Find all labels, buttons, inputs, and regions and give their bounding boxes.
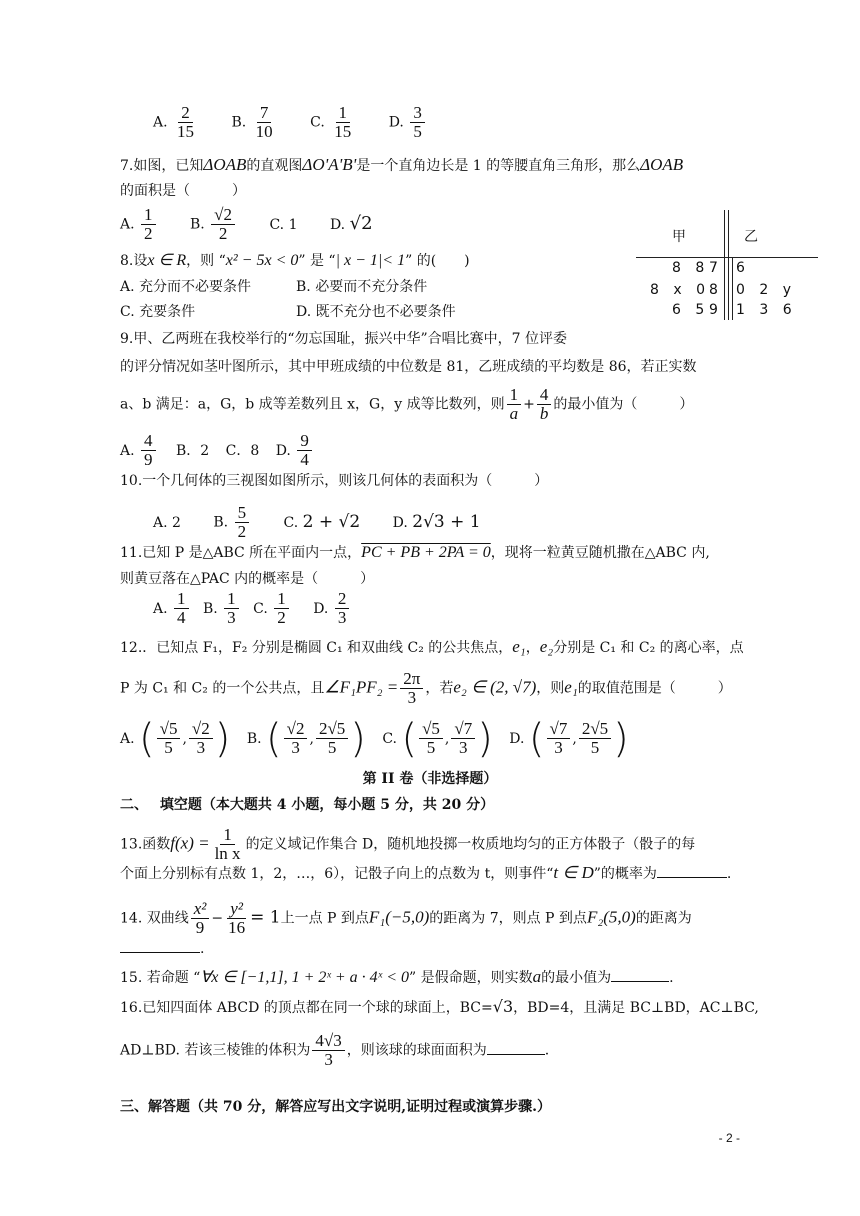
q9-stem-line1: 9.甲、乙两班在我校举行的“勿忘国耻，振兴中华”合唱比赛中，7 位评委 bbox=[120, 331, 568, 347]
q7-options bbox=[120, 206, 401, 243]
q11-option-d: D. $\frac{2}{3}$ bbox=[313, 601, 351, 617]
solve-header: 三、解答题（共 70 分，解答应写出文字说明,证明过程或演算步骤.） bbox=[120, 1099, 551, 1115]
q8-option-c: C. 充要条件 bbox=[120, 304, 196, 320]
q9-option-a: A. $\frac{4}{9}$ bbox=[120, 443, 158, 459]
q10-option-c: C. 2 + √2 bbox=[283, 511, 361, 532]
q10-options bbox=[153, 504, 509, 541]
q14-stem: 14. 双曲线 $\frac{\text{x²}}{9}$ − $\frac{\text{y²}}{16}$ = 1上一点 P 到点F₁(−5,0)的距离为 7，则点 P 到点F₂(5,0)的距离为 bbox=[120, 899, 692, 937]
stem-leaf-row-left: 8 x 0 bbox=[650, 282, 710, 298]
stem-leaf-row-right: 6 bbox=[736, 260, 750, 276]
q8-stem: 8.设x ∈ R，则 “x² − 5x < 0” 是 “| x − 1|< 1” 的( ) bbox=[120, 252, 470, 269]
q15-answer-blank[interactable] bbox=[611, 967, 669, 982]
q9-stem-line3: a、b 满足：a，G，b 成等差数列且 x，G，y 成等比数列，则 $\frac{1}{a}$ + $\frac{4}{b}$ 的最小值为（ ） bbox=[120, 385, 694, 423]
q12-option-d: D. ( $\frac{√7}{3}$ , $\frac{2√5}{5}$ ) bbox=[509, 715, 629, 762]
q11-options bbox=[153, 590, 351, 627]
q9-option-b: B．2 bbox=[175, 442, 210, 459]
q7-option-d: D. √2 bbox=[329, 212, 373, 234]
q15-stem: 15. 若命题 “∀x ∈ [−1,1], 1 + 2ˣ + a · 4ˣ < 0” 是假命题，则实数a的最小值为 . bbox=[120, 967, 674, 986]
q11-stem-line1: 11.已知 P 是△ABC 所在平面内一点，PC + PB + 2PA = 0，现将一粒黄豆随机撒在△ABC 内, bbox=[120, 544, 710, 561]
stem-leaf-row-right: 1 3 6 bbox=[736, 302, 797, 318]
stem-leaf-row-left: 6 5 bbox=[672, 302, 710, 318]
q12-option-c: C. ( $\frac{√5}{5}$ , $\frac{√7}{3}$ ) bbox=[382, 715, 493, 762]
q9-option-d: D. $\frac{9}{4}$ bbox=[276, 443, 314, 459]
q8-options-row2 bbox=[120, 301, 456, 323]
q13-answer-blank[interactable] bbox=[657, 863, 727, 878]
q11-option-c: C. $\frac{1}{2}$ bbox=[253, 601, 291, 617]
stem-leaf-row-stem: 8 bbox=[709, 282, 723, 298]
page-number: - 2 - bbox=[718, 1131, 740, 1145]
q10-option-a: A. 2 bbox=[153, 514, 181, 531]
q6-option-b: B. $\frac{7}{10}$ bbox=[231, 103, 273, 141]
q6-options bbox=[153, 104, 455, 141]
stem-leaf-row-left: 8 8 bbox=[672, 260, 710, 276]
q12-stem-line1: 12.．已知点 F₁，F₂ 分别是椭圆 C₁ 和双曲线 C₂ 的公共焦点，e₁，e₂分别是 C₁ 和 C₂ 的离心率，点 bbox=[120, 637, 744, 656]
q14-answer-line: . bbox=[120, 938, 204, 960]
fill-in-header: 二、 填空题（本大题共 4 小题，每小题 5 分，共 20 分） bbox=[120, 797, 495, 813]
stem-leaf-plot bbox=[636, 210, 818, 320]
q11-option-b: B. $\frac{1}{3}$ bbox=[203, 601, 241, 617]
q12-options bbox=[120, 715, 629, 762]
q7-option-a: A. $\frac{1}{2}$ bbox=[120, 206, 158, 243]
q13-stem-line1: 13.函数f(x) = $\frac{1}{\text{ln x}}$ 的定义域记作集合 D，随机地投掷一枚质地均匀的正方体骰子（骰子的每 bbox=[120, 825, 696, 863]
q7-stem: 7.如图，已知ΔOAB的直观图ΔO'A'B'是一个直角边长是 1 的等腰直角三角形，那么ΔOAB bbox=[120, 155, 684, 174]
q6-option-c: C. $\frac{1}{15}$ bbox=[310, 103, 352, 141]
q6-option-a: A. $\frac{2}{15}$ bbox=[153, 103, 195, 141]
q12-option-b: B. ( $\frac{√2}{3}$ , $\frac{2√5}{5}$ ) bbox=[246, 715, 366, 762]
q10-option-b: B. $\frac{5}{2}$ bbox=[213, 504, 251, 541]
q12-stem-line2: P 为 C₁ 和 C₂ 的一个公共点，且∠F₁PF₂ = $\frac{2\pi}{3}$ ，若e₂ ∈ (2, √7)，则e₁的取值范围是（ ） bbox=[120, 669, 732, 707]
q11-option-a: A. $\frac{1}{4}$ bbox=[153, 601, 191, 617]
q7-option-b: B. $\frac{√2}{2}$ bbox=[190, 206, 237, 243]
stem-leaf-left-header: 甲 bbox=[672, 229, 691, 245]
q12-option-a: A. ( $\frac{√5}{5}$ , $\frac{√2}{3}$ ) bbox=[120, 715, 231, 762]
q7-stem-line2: 的面积是（ ） bbox=[120, 183, 246, 199]
q8-option-b: B. 必要而不充分条件 bbox=[296, 279, 428, 295]
q16-stem-line1: 16.已知四面体 ABCD 的顶点都在同一个球的球面上，BC=√3，BD=4，且满足 BC⊥BD，AC⊥BC, bbox=[120, 997, 759, 1016]
q9-option-c: C．8 bbox=[225, 442, 260, 459]
q8-options-row1 bbox=[120, 276, 427, 298]
q11-stem-line2: 则黄豆落在△PAC 内的概率是（ ） bbox=[120, 571, 375, 587]
q8-option-d: D. 既不充分也不必要条件 bbox=[296, 304, 456, 320]
q10-stem: 10.一个几何体的三视图如图所示，则该几何体的表面积为（ ） bbox=[120, 473, 549, 489]
q16-answer-blank[interactable] bbox=[487, 1040, 545, 1055]
q7-option-c: C. 1 bbox=[269, 216, 298, 233]
stem-leaf-row-stem: 9 bbox=[709, 302, 723, 318]
stem-leaf-row-right: 0 2 y bbox=[736, 282, 796, 298]
stem-leaf-row-stem: 7 bbox=[709, 260, 723, 276]
q9-stem-line2: 的评分情况如茎叶图所示，其中甲班成绩的中位数是 81，乙班成绩的平均数是 86，若正实数 bbox=[120, 359, 697, 375]
q8-option-a: A. 充分而不必要条件 bbox=[120, 279, 252, 295]
stem-leaf-right-header: 乙 bbox=[744, 229, 763, 245]
q14-answer-blank[interactable] bbox=[120, 938, 200, 953]
section-2-title: 第 II 卷（非选择题） bbox=[362, 771, 498, 787]
q10-option-d: D. 2√3 + 1 bbox=[392, 511, 481, 532]
q16-stem-line2: AD⊥BD. 若该三棱锥的体积为 $\frac{4√3}{3}$ ，则该球的球面面积为 . bbox=[120, 1031, 550, 1069]
q9-options bbox=[120, 432, 314, 469]
q6-option-d: D. $\frac{3}{5}$ bbox=[389, 104, 427, 141]
q13-stem-line2: 个面上分别标有点数 1，2，…，6），记骰子向上的点数为 t，则事件“t ∈ D”的概率为 . bbox=[120, 863, 732, 882]
